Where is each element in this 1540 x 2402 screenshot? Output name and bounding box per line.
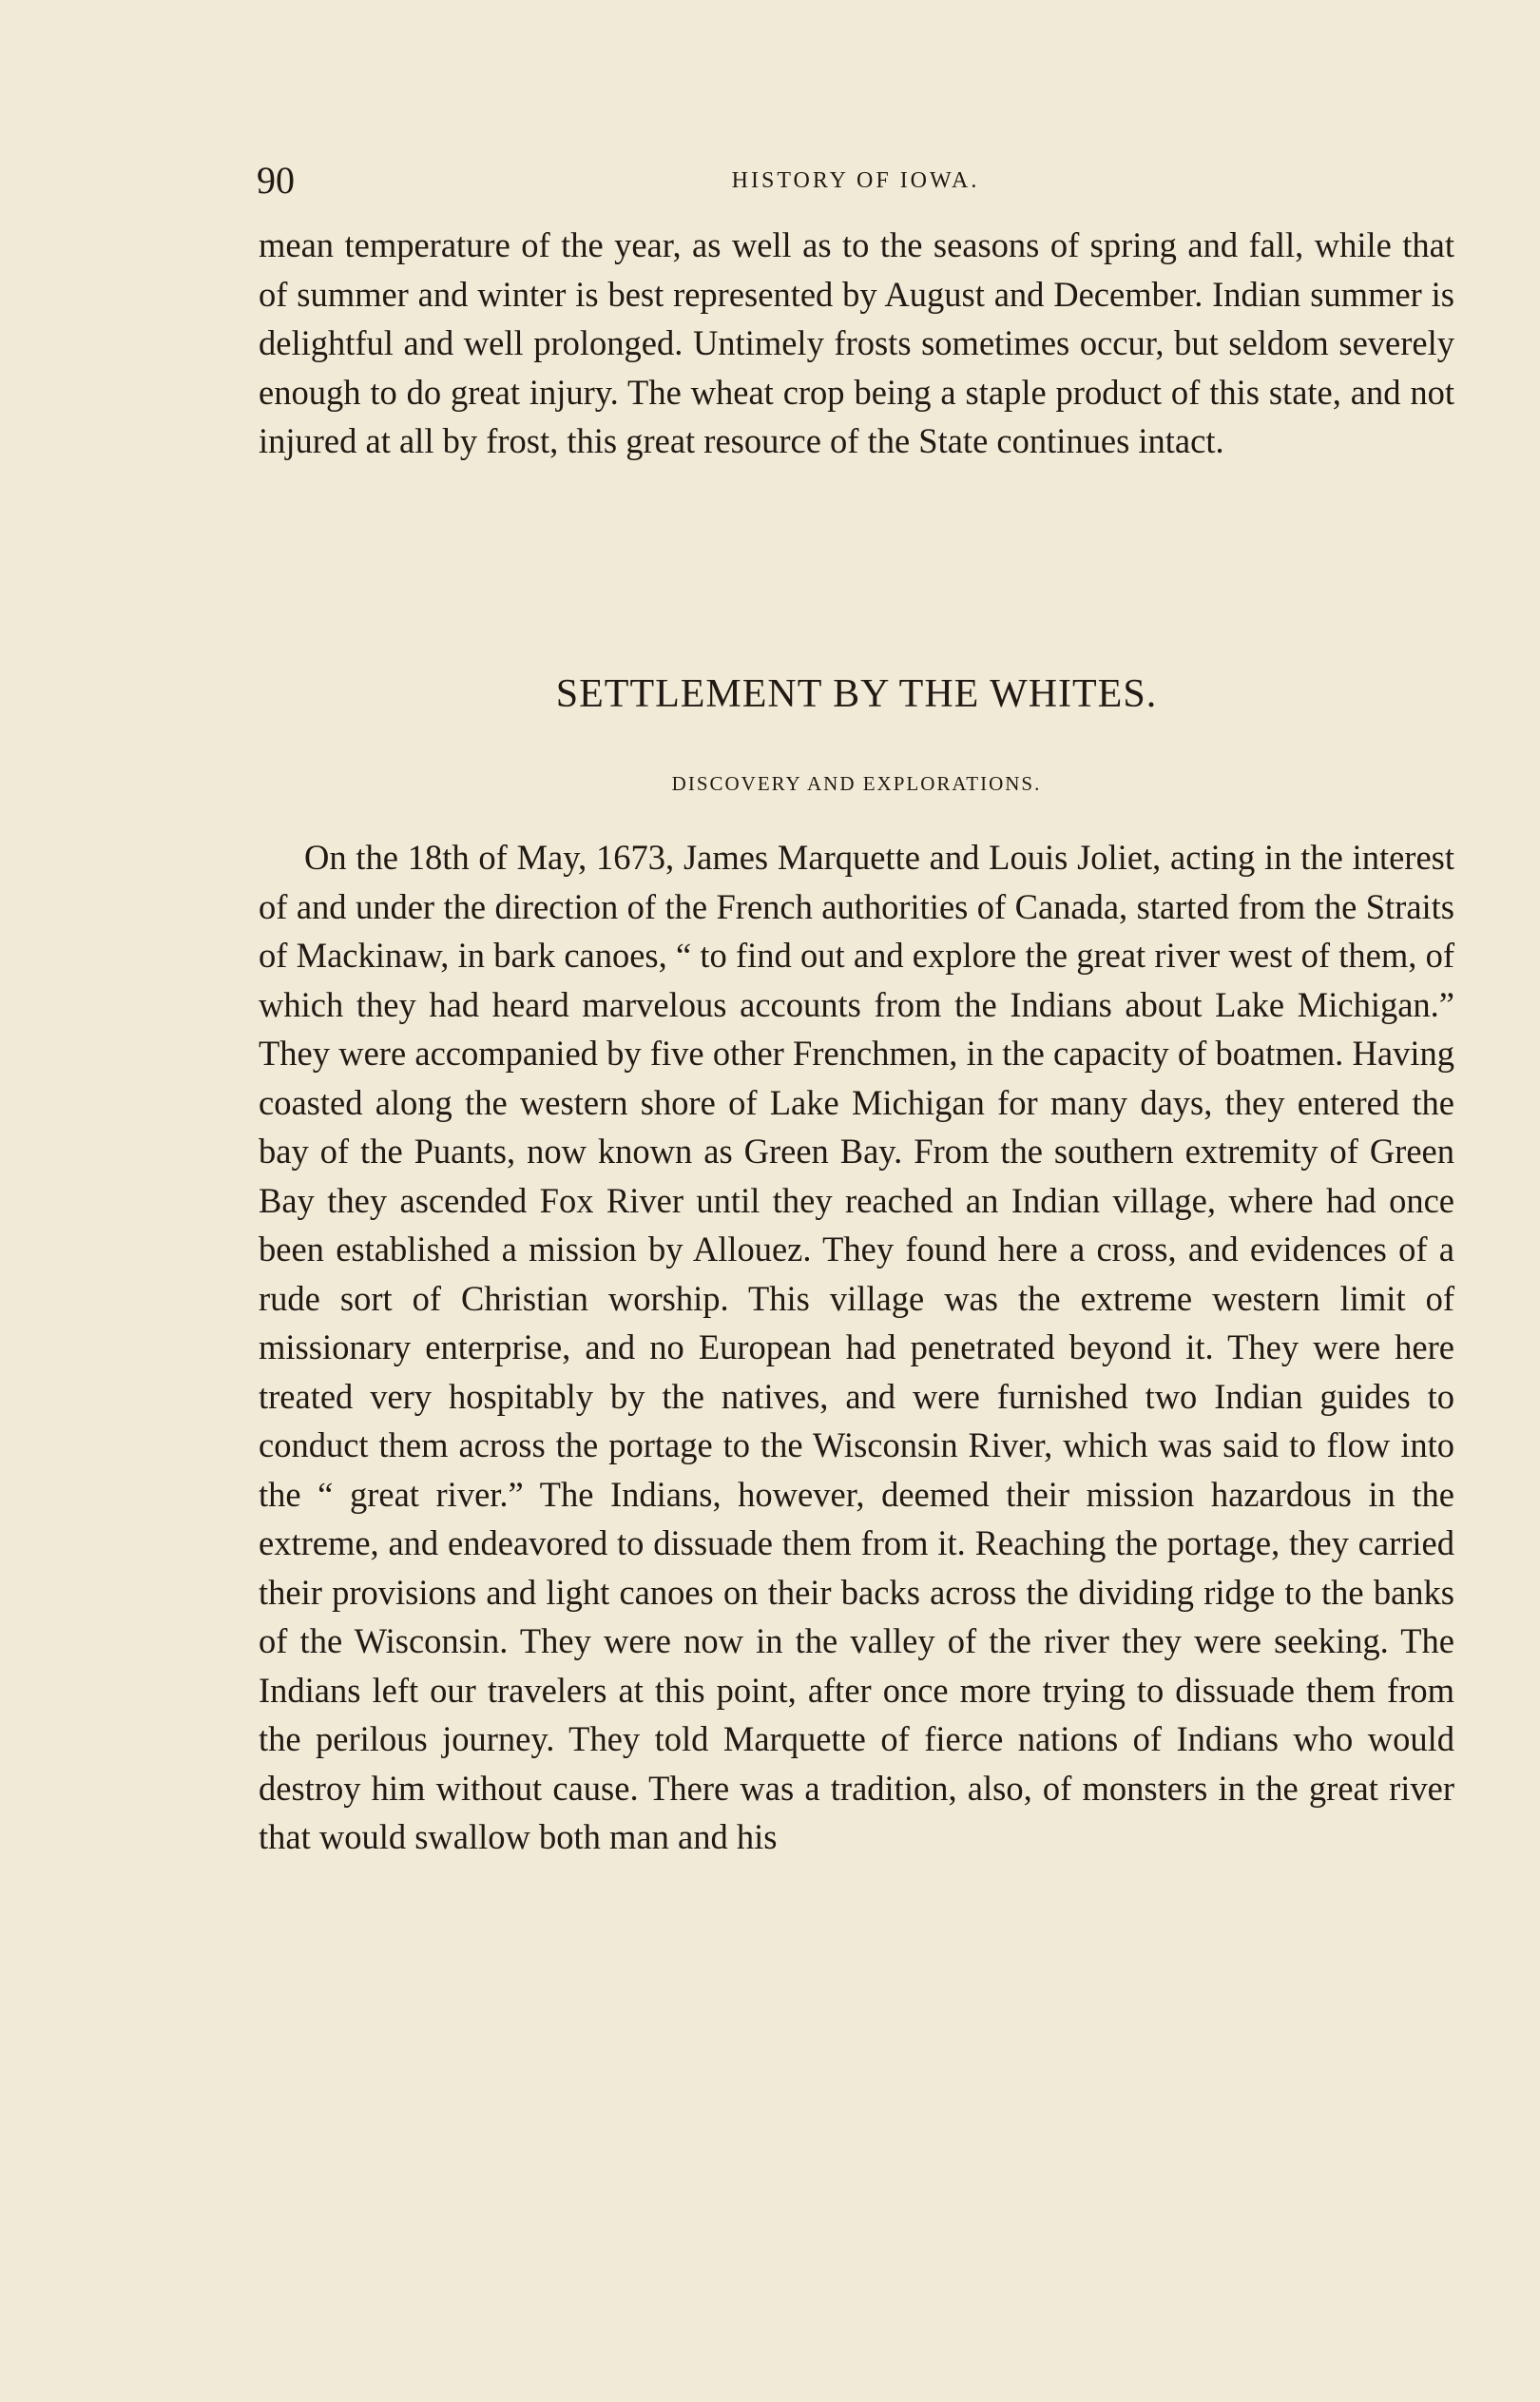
running-head: HISTORY OF IOWA. xyxy=(731,168,980,193)
page-number: 90 xyxy=(257,159,295,202)
page-header xyxy=(257,152,1454,209)
section-title: SETTLEMENT BY THE WHITES. xyxy=(555,672,1158,716)
subsection-title: DISCOVERY AND EXPLORATIONS. xyxy=(671,772,1042,795)
paragraph-discovery: On the 18th of May, 1673, James Marquette and Louis Joliet, acting in the interest of and under the direction of the French authorities of Canada, started from the Straits of Mackinaw, in bark canoes, “ to find out and explore the great river west of them, of which they had heard marvelous accounts from the Indians about Lake Michigan.” They were accompanied by five other Frenchmen, in the capacity of boatmen. Having coasted along the western shore of Lake Michigan for many days, they entered the bay of the Puants, now known as Green Bay. From the southern extremity of Green Bay they ascended Fox River until they reached an Indian village, where had once been established a mission by Allouez. They found here a cross, and evidences of a rude sort of Christian worship. This village was the extreme western limit of missionary enterprise, and no European had penetrated beyond it. They were here treated very hospitably by the natives, and were furnished two Indian guides to conduct them across the portage to the Wisconsin River, which was said to flow into the “ great river.” The Indians, however, deemed their mission hazardous in the extreme, and endeavored to dissuade them from it. Reaching the portage, they carried their provisions and light canoes on their backs across the dividing ridge to the banks of the Wisconsin. They were now in the valley of the river they were seeking. The Indians left our travelers at this point, after once more trying to dissuade them from the perilous journey. They told Marquette of fierce nations of Indians who would destroy him without cause. There was a tradition, also, of monsters in the great river that would swallow both man and his xyxy=(259,838,1454,1856)
paragraph-climate: mean temperature of the year, as well as to the seasons of spring and fall, while that of summer and winter is best represented by August and December. Indian summer is delightful and well prolonged. Untimely frosts sometimes occur, but seldom severely enough to do great injury. The wheat crop being a staple product of this state, and not injured at all by frost, this great resource of the State continues intact. xyxy=(259,225,1454,460)
